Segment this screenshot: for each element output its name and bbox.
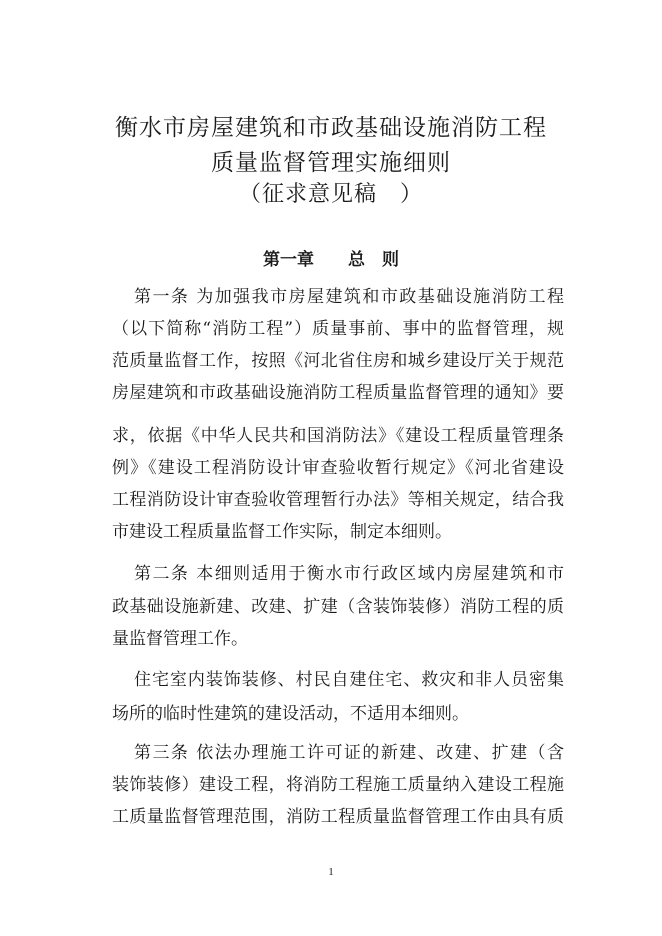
body-line: 装饰装修）建设工程，将消防工程施工质量纳入建设工程施 bbox=[112, 775, 564, 795]
body-line: 求，依据《中华人民共和国消防法》《建设工程质量管理条 bbox=[112, 426, 564, 446]
body-line: 场所的临时性建筑的建设活动，不适用本细则。 bbox=[112, 704, 469, 724]
body-line: （以下简称“消防工程”）质量事前、事中的监督管理，规 bbox=[112, 319, 564, 339]
page-number: 1 bbox=[328, 866, 334, 878]
body-line: 住宅室内装饰装修、村民自建住宅、救灾和非人员密集 bbox=[134, 670, 564, 690]
body-line: 例》《建设工程消防设计审查验收暂行规定》《河北省建设 bbox=[112, 458, 564, 478]
body-line: 政基础设施新建、改建、扩建（含装饰装修）消防工程的质 bbox=[112, 597, 564, 617]
body-line: 市建设工程质量监督工作实际，制定本细则。 bbox=[112, 522, 452, 542]
body-line: 工程消防设计审查验收管理暂行办法》等相关规定，结合我 bbox=[112, 490, 564, 510]
body-line: 工质量监督管理范围，消防工程质量监督管理工作由具有质 bbox=[112, 807, 564, 827]
document-title-line-2: 质量监督管理实施细则 bbox=[211, 150, 451, 176]
chapter-heading: 第一章 总 则 bbox=[263, 250, 399, 270]
body-line: 量监督管理工作。 bbox=[112, 629, 248, 649]
body-line: 第二条 本细则适用于衡水市行政区域内房屋建筑和市 bbox=[134, 564, 564, 584]
body-line: 房屋建筑和市政基础设施消防工程质量监督管理的通知》要 bbox=[112, 383, 564, 403]
body-line: 第一条 为加强我市房屋建筑和市政基础设施消防工程 bbox=[134, 287, 564, 307]
body-line: 范质量监督工作，按照《河北省住房和城乡建设厅关于规范 bbox=[112, 351, 564, 371]
document-draft-note: （征求意见稿 ） bbox=[238, 182, 423, 207]
document-title-line-1: 衡水市房屋建筑和市政基础设施消防工程 bbox=[115, 115, 547, 141]
body-line: 第三条 依法办理施工许可证的新建、改建、扩建（含 bbox=[134, 743, 564, 763]
